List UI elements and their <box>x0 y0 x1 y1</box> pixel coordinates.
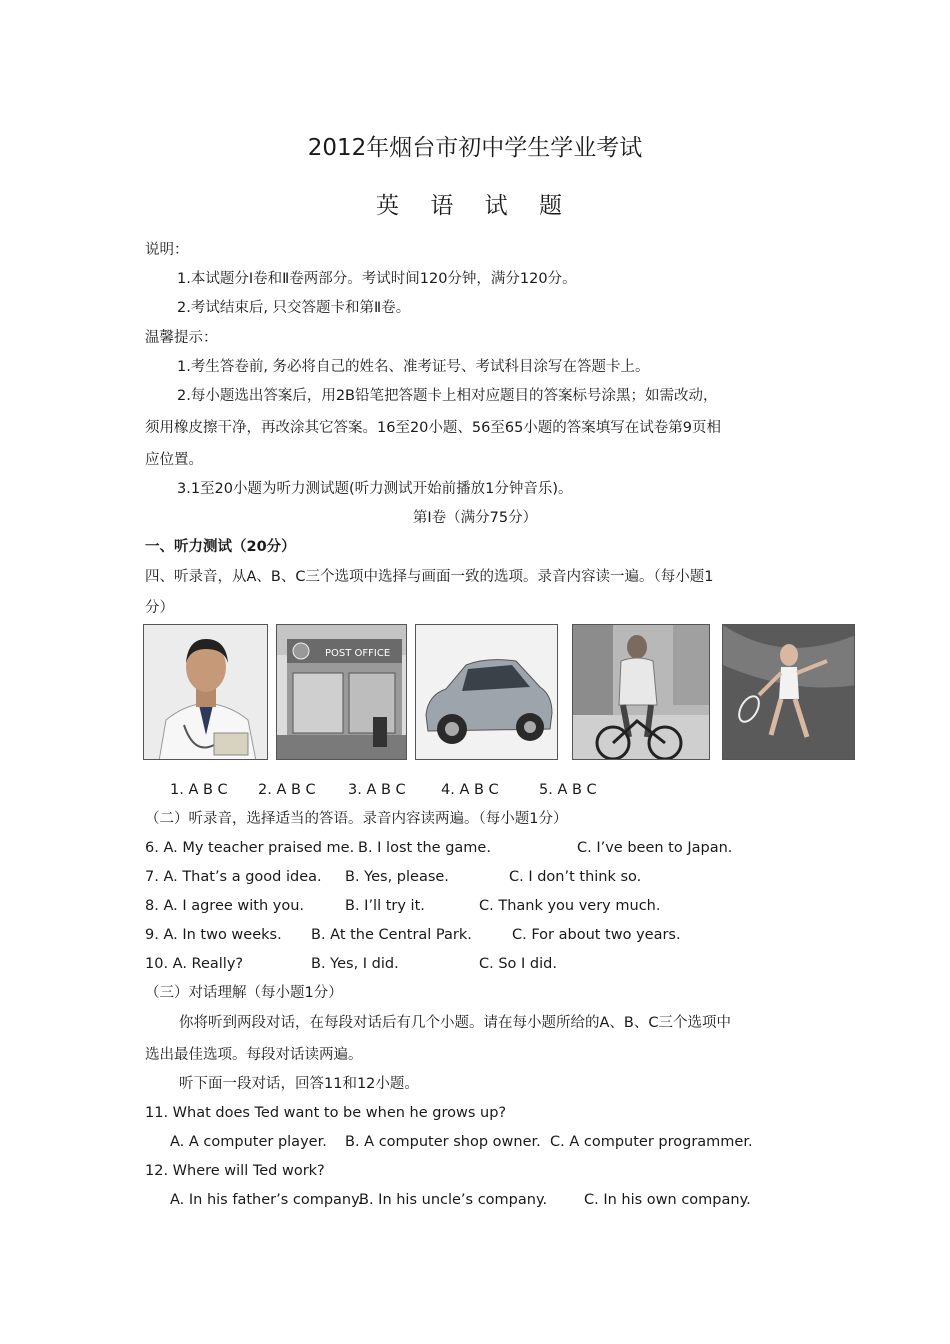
q11-question: 11. What does Ted want to be when he grows up? <box>145 1105 507 1121</box>
cyclist-photo <box>572 624 710 760</box>
part3-heading: （三）对话理解（每小题1分） <box>145 985 343 1001</box>
q9-option-b: B. At the Central Park. <box>311 927 472 943</box>
doctor-photo <box>143 624 268 760</box>
part1-instruction: 分） <box>145 600 174 616</box>
tennis-player-photo <box>722 624 855 760</box>
q9-option-c: C. For about two years. <box>512 927 681 943</box>
q11-option-c: C. A computer programmer. <box>550 1134 753 1150</box>
q8-option-c: C. Thank you very much. <box>479 898 661 914</box>
exam-title: 2012年烟台市初中学生学业考试 <box>307 135 643 161</box>
tips-label: 温馨提示： <box>145 330 218 346</box>
notes-label: 说明： <box>145 242 189 258</box>
q7-option-b: B. Yes, please. <box>345 869 449 885</box>
q10-option-a: 10. A. Really? <box>145 956 244 972</box>
tip-item: 1.考生答卷前, 务必将自己的姓名、准考证号、考试科目涂写在答题卡上。 <box>177 359 650 375</box>
tip-item: 3.1至20小题为听力测试题(听力测试开始前播放1分钟音乐)。 <box>177 481 573 497</box>
part1-instruction: 四、听录音，从A、B、C三个选项中选择与画面一致的选项。录音内容读一遍。（每小题1 <box>145 569 714 585</box>
picture-label: 3. A B C <box>348 782 406 798</box>
exam-subtitle: 英 语 试 题 <box>376 193 574 219</box>
volume-heading: 第Ⅰ卷（满分75分） <box>412 510 538 526</box>
q12-question: 12. Where will Ted work? <box>145 1163 325 1179</box>
q6-option-a: 6. A. My teacher praised me. <box>145 840 355 856</box>
q8-option-a: 8. A. I agree with you. <box>145 898 305 914</box>
q11-option-b: B. A computer shop owner. <box>345 1134 541 1150</box>
q10-option-c: C. So I did. <box>479 956 557 972</box>
section-heading: 一、听力测试（20分） <box>145 539 296 555</box>
part3-instruction: 你将听到两段对话，在每段对话后有几个小题。请在每小题所给的A、B、C三个选项中 <box>179 1015 731 1031</box>
q9-option-a: 9. A. In two weeks. <box>145 927 282 943</box>
tip-item: 应位置。 <box>145 452 203 468</box>
note-item: 2.考试结束后, 只交答题卡和第Ⅱ卷。 <box>177 300 411 316</box>
part3-instruction: 选出最佳选项。每段对话读两遍。 <box>145 1047 363 1063</box>
picture-label: 2. A B C <box>258 782 316 798</box>
q12-option-b: B. In his uncle’s company. <box>359 1192 548 1208</box>
q6-option-b: B. I lost the game. <box>358 840 491 856</box>
car-photo <box>415 624 558 760</box>
q12-option-c: C. In his own company. <box>584 1192 751 1208</box>
q10-option-b: B. Yes, I did. <box>311 956 399 972</box>
picture-label: 1. A B C <box>170 782 228 798</box>
picture-label: 4. A B C <box>441 782 499 798</box>
q11-option-a: A. A computer player. <box>170 1134 327 1150</box>
tip-item: 2.每小题选出答案后，用2B铅笔把答题卡上相对应题目的答案标号涂黑；如需改动， <box>177 388 718 404</box>
note-item: 1.本试题分Ⅰ卷和Ⅱ卷两部分。考试时间120分钟，满分120分。 <box>177 271 577 287</box>
q8-option-b: B. I’ll try it. <box>345 898 425 914</box>
part2-heading: （二）听录音，选择适当的答语。录音内容读两遍。（每小题1分） <box>145 811 568 827</box>
post-office-photo <box>276 624 407 760</box>
picture-label: 5. A B C <box>539 782 597 798</box>
q6-option-c: C. I’ve been to Japan. <box>577 840 733 856</box>
q12-option-a: A. In his father’s company. <box>170 1192 363 1208</box>
dialogue-intro: 听下面一段对话，回答11和12小题。 <box>179 1076 419 1092</box>
tip-item: 须用橡皮擦干净，再改涂其它答案。16至20小题、56至65小题的答案填写在试卷第9页相 <box>145 420 722 436</box>
svg-text:POST OFFICE: POST OFFICE <box>325 648 391 659</box>
q7-option-c: C. I don’t think so. <box>509 869 642 885</box>
q7-option-a: 7. A. That’s a good idea. <box>145 869 322 885</box>
